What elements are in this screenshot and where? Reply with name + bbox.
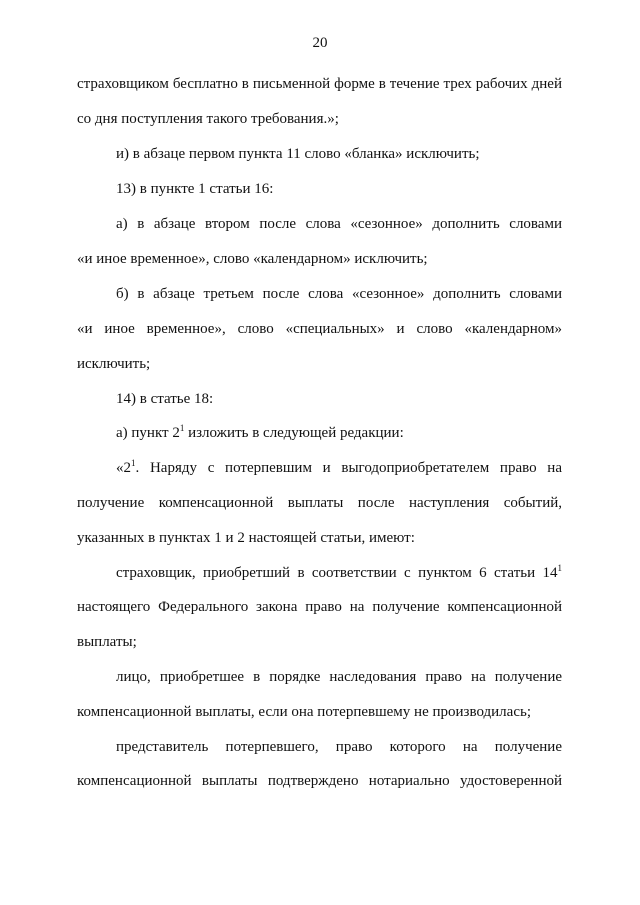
- text-segment: . Наряду с потерпевшим и выгодоприобретателем право на: [135, 460, 562, 476]
- superscript: 1: [131, 458, 136, 468]
- superscript: 1: [179, 423, 185, 433]
- text-line: б) в абзаце третьем после слова «сезонное» дополнить словами: [116, 286, 562, 302]
- text-line: 13) в пункте 1 статьи 16:: [116, 181, 274, 197]
- text-line: «и иное временное», слово «календарном» исключить;: [77, 251, 428, 267]
- text-segment: страховщик, приобретший в соответствии с пунктом 6 статьи 14: [116, 565, 558, 581]
- text-line: указанных в пунктах 1 и 2 настоящей статьи, имеют:: [77, 530, 415, 546]
- text-segment: изложить в следующей редакции:: [184, 425, 404, 441]
- text-line: [116, 424, 562, 442]
- superscript: 1: [557, 563, 562, 573]
- text-line: получение компенсационной выплаты после наступления событий,: [77, 495, 562, 511]
- text-line: представитель потерпевшего, право которого на получение: [116, 739, 562, 755]
- text-line: [116, 459, 562, 477]
- page-number: 20: [312, 35, 328, 51]
- text-segment: «2: [116, 460, 131, 476]
- text-line: компенсационной выплаты подтверждено нотариально удостоверенной: [77, 773, 562, 789]
- text-line: 14) в статье 18:: [116, 391, 214, 407]
- text-line: [116, 564, 562, 582]
- text-line: лицо, приобретшее в порядке наследования право на получение: [116, 669, 562, 685]
- text-line: со дня поступления такого требования.»;: [77, 111, 339, 127]
- text-line: а) в абзаце втором после слова «сезонное» дополнить словами: [116, 216, 562, 232]
- text-line: настоящего Федерального закона право на получение компенсационной: [77, 599, 562, 615]
- text-line: и) в абзаце первом пункта 11 слово «бланка» исключить;: [116, 146, 480, 162]
- text-line: выплаты;: [77, 634, 137, 650]
- text-line: компенсационной выплаты, если она потерпевшему не производилась;: [77, 704, 531, 720]
- text-segment: а) пункт 2: [116, 425, 180, 441]
- text-line: страховщиком бесплатно в письменной форме в течение трех рабочих дней: [77, 76, 562, 92]
- text-line: исключить;: [77, 356, 151, 372]
- text-line: «и иное временное», слово «специальных» и слово «календарном»: [77, 321, 562, 337]
